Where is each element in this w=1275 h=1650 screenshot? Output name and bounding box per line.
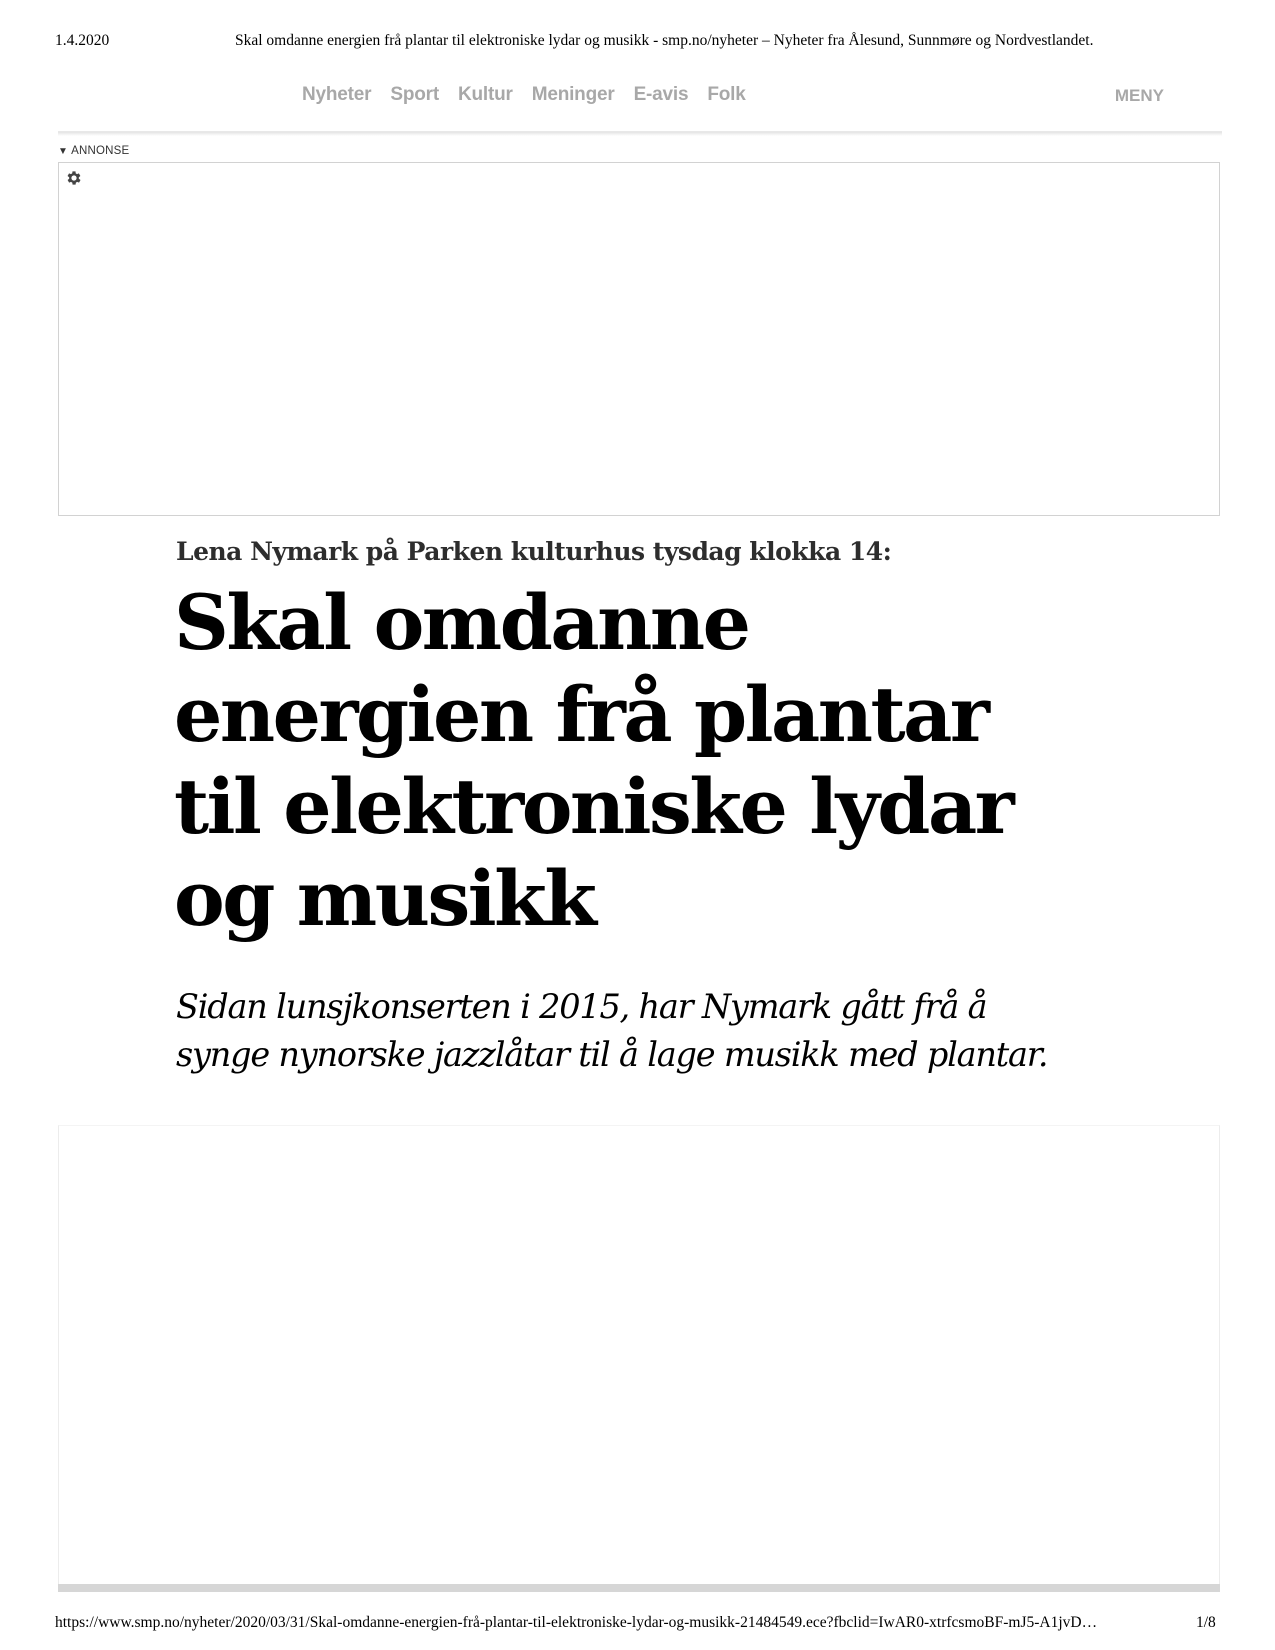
nav-link-e-avis[interactable]: E-avis bbox=[633, 84, 689, 105]
headline-line: energien frå plantar bbox=[174, 670, 988, 759]
article-media-placeholder bbox=[58, 1125, 1220, 1585]
article-headline bbox=[174, 577, 1104, 945]
print-page-number: 1/8 bbox=[1196, 1614, 1216, 1631]
nav-items bbox=[302, 84, 746, 106]
lead-line: synge nynorske jazzlåtar til å lage musikk med plantar. bbox=[176, 1035, 1048, 1074]
print-footer bbox=[0, 1612, 1275, 1634]
top-navigation bbox=[58, 56, 1222, 132]
lead-line: Sidan lunsjkonserten i 2015, har Nymark gått frå å bbox=[176, 987, 987, 1026]
headline-line: til elektroniske lydar bbox=[174, 762, 1013, 851]
horizontal-scrollbar[interactable] bbox=[58, 1584, 1220, 1592]
ad-slot bbox=[58, 162, 1220, 516]
nav-link-sport[interactable]: Sport bbox=[390, 84, 439, 105]
nav-link-meninger[interactable]: Meninger bbox=[531, 84, 615, 105]
nav-divider bbox=[58, 131, 1222, 132]
nav-link-folk[interactable]: Folk bbox=[707, 84, 746, 105]
headline-line: Skal omdanne bbox=[174, 578, 749, 667]
menu-button[interactable]: MENY bbox=[1114, 86, 1164, 105]
ad-label-toggle[interactable] bbox=[58, 145, 129, 157]
print-url: https://www.smp.no/nyheter/2020/03/31/Skal-omdanne-energien-frå-plantar-til-elektroniske-lydar-og-musikk-21484549.ece?fbclid=IwAR0-xtrfcsmoBF-mJ5-A1jvD… bbox=[55, 1614, 1098, 1631]
print-date: 1.4.2020 bbox=[55, 32, 110, 49]
article-kicker: Lena Nymark på Parken kulturhus tysdag klokka 14: bbox=[176, 537, 892, 566]
print-page-title: Skal omdanne energien frå plantar til elektroniske lydar og musikk - smp.no/nyheter – Nyheter fra Ålesund, Sunnmøre og Nordvestlandet. bbox=[235, 32, 1094, 49]
ad-label-text: ANNONSE bbox=[71, 145, 130, 157]
article-lead bbox=[176, 983, 1116, 1079]
nav-link-kultur[interactable]: Kultur bbox=[457, 84, 513, 105]
collapse-triangle-icon: ▼ bbox=[58, 146, 69, 157]
gear-icon[interactable] bbox=[65, 169, 83, 187]
nav-link-nyheter[interactable]: Nyheter bbox=[302, 84, 372, 105]
print-header bbox=[0, 28, 1275, 50]
headline-line: og musikk bbox=[174, 854, 595, 943]
